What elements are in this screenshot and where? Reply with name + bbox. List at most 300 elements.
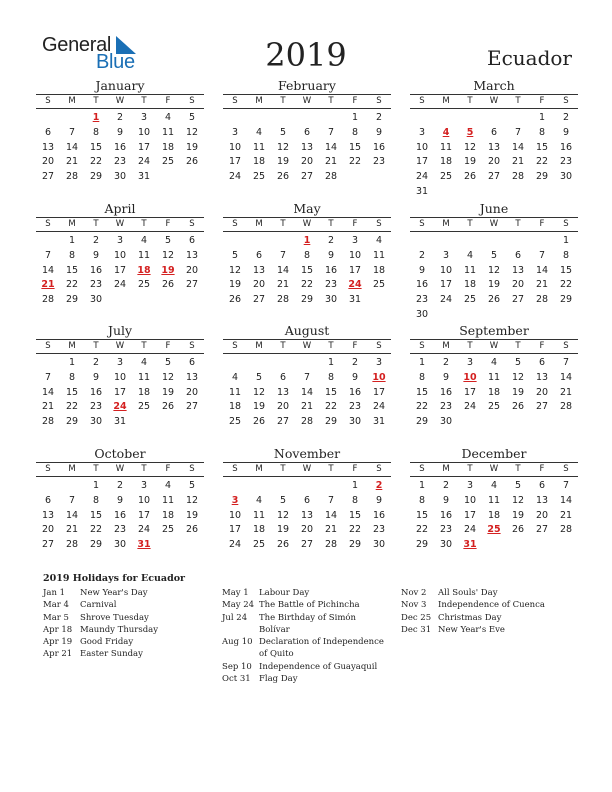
day-cell: 3 [116, 235, 124, 246]
weekday-label: M [255, 219, 263, 229]
day-cell: 19 [276, 524, 290, 536]
day-cell: 30 [113, 171, 127, 183]
day-cell: 25 [463, 294, 477, 306]
day-cell: 11 [137, 249, 151, 261]
day-cell: 17 [415, 156, 429, 168]
day-cell: 26 [252, 416, 266, 428]
holiday-item [222, 587, 384, 599]
day-cell: 31 [415, 185, 429, 197]
day-cell: 2 [442, 480, 450, 491]
holiday-date: Mar 5 [43, 612, 69, 623]
day-empty [271, 479, 295, 494]
holidays-column [43, 587, 205, 661]
day-cell: 12 [185, 126, 199, 138]
weekday-label: T [280, 341, 286, 351]
day-cell: 27 [41, 539, 55, 551]
day-cell: 29 [348, 539, 362, 551]
day-cell: 12 [228, 264, 242, 276]
day-cell: 17 [113, 386, 127, 398]
day-cell: 7 [562, 480, 570, 491]
day-cell: 27 [252, 294, 266, 306]
day-cell: 24 [137, 524, 151, 536]
day-cell-holiday: 1 [303, 235, 311, 246]
day-cell: 25 [487, 401, 501, 413]
month-title: March [473, 78, 515, 93]
day-cell: 20 [252, 279, 266, 291]
day-cell: 31 [113, 416, 127, 428]
weekday-label: T [467, 341, 473, 351]
day-cell: 20 [511, 279, 525, 291]
day-cell: 10 [137, 126, 151, 138]
day-cell: 14 [324, 141, 338, 153]
holiday-date: Apr 19 [43, 637, 73, 648]
day-cell: 9 [351, 371, 359, 383]
weekday-label: W [489, 341, 499, 351]
month-august [223, 323, 391, 430]
day-cell: 21 [559, 509, 573, 521]
day-cell: 14 [65, 509, 79, 521]
day-cell: 3 [116, 357, 124, 368]
day-cell: 3 [351, 235, 359, 246]
day-cell: 28 [41, 294, 55, 306]
weekday-label: M [255, 96, 263, 106]
day-cell: 13 [41, 509, 55, 521]
day-cell: 2 [418, 249, 426, 261]
weekday-label: S [563, 464, 569, 474]
day-cell: 9 [327, 249, 335, 261]
weekday-header [223, 462, 391, 477]
day-cell: 29 [324, 416, 338, 428]
weekday-header [36, 339, 204, 354]
holiday-name: Carnival [80, 600, 117, 611]
day-cell: 15 [65, 386, 79, 398]
day-cell: 11 [137, 371, 151, 383]
weekday-label: W [489, 96, 499, 106]
weekday-label: M [68, 96, 76, 106]
day-cell: 28 [65, 171, 79, 183]
weekday-label: M [68, 341, 76, 351]
day-cell: 24 [137, 156, 151, 168]
day-cell: 22 [348, 156, 362, 168]
weekday-header [223, 339, 391, 354]
month-title: September [459, 323, 529, 338]
day-cell: 12 [487, 264, 501, 276]
day-cell: 6 [279, 371, 287, 383]
day-cell: 14 [324, 509, 338, 521]
day-cell: 7 [68, 494, 76, 506]
day-cell: 9 [116, 126, 124, 138]
holiday-date: May 24 [222, 600, 255, 611]
day-empty [458, 234, 482, 249]
day-cell: 28 [511, 171, 525, 183]
day-cell: 21 [324, 524, 338, 536]
day-cell: 11 [487, 494, 501, 506]
day-cell: 1 [418, 480, 426, 491]
day-cell: 10 [348, 249, 362, 261]
day-cell: 28 [65, 539, 79, 551]
weekday-label: T [93, 219, 99, 229]
holiday-item [222, 599, 384, 611]
weekday-label: T [280, 96, 286, 106]
day-cell: 19 [463, 156, 477, 168]
day-cell: 7 [44, 249, 52, 261]
day-cell-holiday: 31 [137, 539, 151, 551]
day-empty [223, 356, 247, 371]
holiday-name: All Souls' Day [438, 588, 498, 598]
day-cell: 29 [89, 539, 103, 551]
day-cell: 8 [68, 249, 76, 261]
day-cell: 8 [92, 126, 100, 138]
day-cell: 29 [535, 171, 549, 183]
weekday-label: S [189, 464, 195, 474]
day-cell: 14 [300, 386, 314, 398]
day-cell: 23 [89, 279, 103, 291]
day-cell: 21 [559, 386, 573, 398]
day-cell: 28 [41, 416, 55, 428]
day-cell-holiday: 1 [92, 112, 100, 123]
day-cell: 24 [463, 401, 477, 413]
day-cell: 3 [466, 357, 474, 368]
day-cell: 11 [252, 509, 266, 521]
day-cell: 17 [348, 264, 362, 276]
day-grid [410, 234, 578, 323]
day-cell: 5 [490, 249, 498, 261]
day-empty [247, 111, 271, 126]
day-cell: 16 [415, 279, 429, 291]
day-cell: 26 [463, 171, 477, 183]
day-cell: 19 [487, 279, 501, 291]
holiday-item [43, 599, 205, 611]
weekday-label: M [68, 464, 76, 474]
day-cell: 30 [113, 539, 127, 551]
weekday-label: T [93, 464, 99, 474]
day-cell: 1 [538, 112, 546, 123]
day-grid [223, 234, 391, 308]
day-cell: 28 [324, 539, 338, 551]
day-cell: 14 [559, 371, 573, 383]
weekday-label: T [93, 96, 99, 106]
weekday-label: T [467, 96, 473, 106]
month-title: August [284, 323, 330, 338]
day-cell: 20 [535, 386, 549, 398]
day-cell: 10 [113, 249, 127, 261]
holiday-name: New Year's Eve [438, 624, 505, 635]
day-cell: 24 [228, 539, 242, 551]
day-cell: 21 [276, 279, 290, 291]
day-cell: 21 [65, 524, 79, 536]
holiday-name: Independence of Guayaquil [259, 661, 378, 672]
weekday-label: W [489, 464, 499, 474]
day-cell: 25 [161, 524, 175, 536]
day-cell: 10 [228, 509, 242, 521]
day-cell: 5 [279, 126, 287, 138]
day-cell: 5 [514, 480, 522, 491]
day-cell: 30 [439, 416, 453, 428]
holiday-item [43, 624, 205, 636]
day-cell: 14 [276, 264, 290, 276]
day-cell: 26 [276, 539, 290, 551]
day-cell: 1 [418, 357, 426, 368]
weekday-label: S [419, 341, 425, 351]
day-cell-holiday: 21 [41, 279, 55, 291]
day-cell: 20 [41, 156, 55, 168]
day-cell: 11 [487, 371, 501, 383]
holiday-item [222, 612, 384, 637]
day-cell: 4 [140, 235, 148, 246]
weekday-header [410, 339, 578, 354]
month-december [410, 446, 578, 553]
day-cell: 19 [228, 279, 242, 291]
month-title: July [107, 323, 133, 338]
day-cell: 13 [185, 249, 199, 261]
day-cell: 27 [185, 279, 199, 291]
weekday-label: F [352, 96, 358, 106]
weekday-label: W [302, 96, 312, 106]
day-cell: 4 [466, 249, 474, 261]
day-cell: 18 [439, 156, 453, 168]
day-cell: 7 [68, 126, 76, 138]
day-cell: 29 [65, 294, 79, 306]
day-cell: 1 [92, 480, 100, 491]
day-grid [36, 234, 204, 308]
weekday-label: S [45, 464, 51, 474]
day-cell: 11 [161, 126, 175, 138]
day-cell: 11 [439, 141, 453, 153]
day-cell: 23 [372, 524, 386, 536]
day-empty [271, 111, 295, 126]
day-cell: 14 [41, 386, 55, 398]
day-cell: 4 [140, 357, 148, 368]
day-empty [247, 479, 271, 494]
day-cell: 18 [463, 279, 477, 291]
weekday-label: S [189, 341, 195, 351]
day-cell: 18 [487, 509, 501, 521]
weekday-header [36, 94, 204, 109]
day-cell: 24 [228, 171, 242, 183]
holiday-item [401, 587, 563, 599]
weekday-label: S [189, 96, 195, 106]
day-cell: 12 [511, 371, 525, 383]
day-cell: 5 [164, 357, 172, 368]
holiday-date: Mar 4 [43, 600, 69, 611]
holiday-date: Oct 31 [222, 674, 251, 685]
day-cell: 17 [228, 156, 242, 168]
day-cell: 14 [559, 494, 573, 506]
day-cell: 10 [439, 264, 453, 276]
day-cell: 22 [89, 156, 103, 168]
day-cell: 16 [324, 264, 338, 276]
day-cell: 27 [300, 171, 314, 183]
day-cell: 11 [252, 141, 266, 153]
day-cell: 15 [324, 386, 338, 398]
day-cell: 1 [68, 357, 76, 368]
month-october [36, 446, 204, 553]
weekday-label: S [563, 96, 569, 106]
day-empty [271, 356, 295, 371]
day-cell: 9 [116, 494, 124, 506]
day-cell: 13 [300, 509, 314, 521]
day-cell: 30 [89, 416, 103, 428]
day-cell: 27 [535, 524, 549, 536]
day-cell: 24 [415, 171, 429, 183]
day-empty [223, 111, 247, 126]
holiday-name: Flag Day [259, 674, 298, 685]
weekday-label: T [328, 219, 334, 229]
day-cell: 5 [255, 371, 263, 383]
day-cell: 17 [137, 141, 151, 153]
day-cell: 9 [92, 371, 100, 383]
day-cell: 29 [89, 171, 103, 183]
month-april [36, 201, 204, 308]
day-cell: 15 [300, 264, 314, 276]
day-cell: 12 [252, 386, 266, 398]
day-cell: 22 [89, 524, 103, 536]
day-grid [36, 356, 204, 430]
day-cell: 14 [41, 264, 55, 276]
day-cell: 7 [514, 126, 522, 138]
day-cell: 18 [487, 386, 501, 398]
day-cell: 27 [511, 294, 525, 306]
month-title: May [293, 201, 321, 216]
holiday-date: Apr 18 [43, 624, 73, 635]
day-empty [319, 111, 343, 126]
day-cell: 18 [372, 264, 386, 276]
month-title: January [95, 78, 145, 93]
day-empty [36, 356, 60, 371]
day-cell: 24 [463, 524, 477, 536]
day-cell: 12 [511, 494, 525, 506]
day-cell: 28 [324, 171, 338, 183]
weekday-label: W [302, 341, 312, 351]
day-empty [506, 234, 530, 249]
month-february [223, 78, 391, 185]
day-cell: 28 [559, 401, 573, 413]
day-cell: 22 [415, 401, 429, 413]
holiday-date: Nov 3 [401, 600, 427, 611]
day-grid [410, 479, 578, 553]
day-cell: 14 [511, 141, 525, 153]
weekday-label: S [45, 96, 51, 106]
day-cell: 4 [375, 235, 383, 246]
day-cell: 16 [113, 141, 127, 153]
day-cell: 24 [372, 401, 386, 413]
month-january [36, 78, 204, 185]
day-empty [36, 111, 60, 126]
weekday-label: T [141, 96, 147, 106]
holiday-date: Dec 25 [401, 612, 432, 623]
day-cell: 7 [327, 494, 335, 506]
day-cell: 3 [231, 126, 239, 138]
day-cell: 20 [185, 386, 199, 398]
day-cell: 8 [303, 249, 311, 261]
holiday-name: Good Friday [80, 637, 134, 648]
weekday-label: F [165, 341, 171, 351]
month-title: June [479, 201, 509, 216]
weekday-header [410, 217, 578, 232]
day-cell: 15 [415, 509, 429, 521]
holiday-item [43, 636, 205, 648]
logo-text-blue: Blue [96, 51, 135, 73]
day-cell: 7 [562, 357, 570, 368]
day-cell: 21 [511, 156, 525, 168]
weekday-label: M [442, 219, 450, 229]
day-cell: 19 [252, 401, 266, 413]
day-cell: 26 [511, 401, 525, 413]
day-cell: 30 [439, 539, 453, 551]
weekday-label: F [352, 341, 358, 351]
day-cell: 14 [65, 141, 79, 153]
day-cell: 4 [490, 480, 498, 491]
day-cell: 16 [372, 141, 386, 153]
day-cell: 16 [372, 509, 386, 521]
day-cell: 6 [490, 126, 498, 138]
holiday-date: Dec 31 [401, 624, 432, 635]
weekday-label: W [115, 219, 125, 229]
day-cell: 31 [372, 416, 386, 428]
day-cell: 6 [303, 126, 311, 138]
day-cell: 19 [511, 509, 525, 521]
day-cell: 9 [375, 126, 383, 138]
holiday-name: The Birthday of Simón Bolívar [259, 612, 356, 635]
day-cell: 30 [324, 294, 338, 306]
month-november [223, 446, 391, 553]
day-cell: 28 [559, 524, 573, 536]
day-cell: 2 [562, 112, 570, 123]
day-cell: 1 [562, 235, 570, 246]
holiday-item [43, 648, 205, 660]
day-empty [60, 111, 84, 126]
day-cell: 20 [41, 524, 55, 536]
weekday-header [410, 94, 578, 109]
day-cell: 13 [185, 371, 199, 383]
day-cell: 19 [185, 509, 199, 521]
day-cell: 29 [415, 539, 429, 551]
weekday-label: F [539, 219, 545, 229]
day-cell: 8 [351, 494, 359, 506]
day-cell: 23 [113, 524, 127, 536]
day-cell: 1 [351, 112, 359, 123]
day-cell: 10 [415, 141, 429, 153]
holiday-date: Apr 21 [43, 649, 73, 660]
holiday-date: Nov 2 [401, 588, 427, 598]
day-grid [223, 111, 391, 185]
day-cell-holiday: 31 [463, 539, 477, 551]
day-cell: 19 [276, 156, 290, 168]
day-cell: 16 [439, 509, 453, 521]
day-empty [60, 479, 84, 494]
day-empty [247, 356, 271, 371]
weekday-label: T [328, 341, 334, 351]
day-cell: 15 [89, 141, 103, 153]
weekday-label: F [352, 219, 358, 229]
day-cell: 4 [255, 494, 263, 506]
weekday-label: S [563, 341, 569, 351]
day-cell: 15 [89, 509, 103, 521]
day-cell: 11 [228, 386, 242, 398]
weekday-label: F [165, 96, 171, 106]
day-cell: 13 [535, 494, 549, 506]
day-cell: 29 [65, 416, 79, 428]
day-cell: 14 [535, 264, 549, 276]
day-cell: 24 [113, 279, 127, 291]
day-cell: 30 [415, 308, 429, 320]
day-cell: 19 [185, 141, 199, 153]
weekday-label: F [539, 96, 545, 106]
weekday-label: S [376, 219, 382, 229]
day-cell: 1 [327, 357, 335, 368]
holiday-item [43, 612, 205, 624]
day-empty [319, 479, 343, 494]
